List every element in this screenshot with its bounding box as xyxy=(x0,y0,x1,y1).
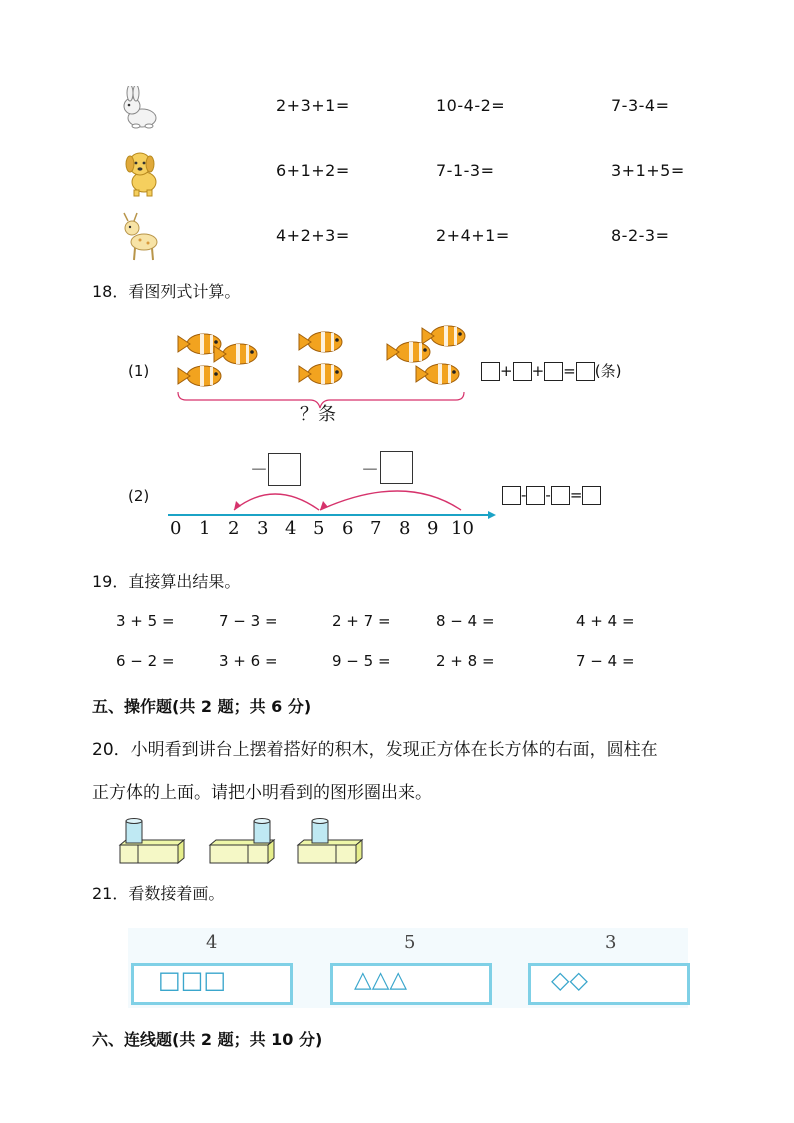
equation: 2+3+1= xyxy=(276,96,350,115)
part1-label: (1) xyxy=(128,362,150,380)
question-19-title: 19．直接算出结果。 xyxy=(92,572,241,591)
answer-box[interactable] xyxy=(481,362,500,381)
tick-label: 4 xyxy=(285,518,297,539)
calc-item: 3 + 5 = xyxy=(116,612,175,630)
calc-item: 9 − 5 = xyxy=(332,652,391,670)
equation: 4+2+3= xyxy=(276,226,350,245)
plus-sign: + xyxy=(500,362,513,380)
minus-sign: － xyxy=(361,460,379,481)
calc-item: 3 + 6 = xyxy=(219,652,278,670)
equation: 3+1+5= xyxy=(611,161,685,180)
tick-label: 8 xyxy=(399,518,411,539)
equation: 10-4-2= xyxy=(436,96,506,115)
count-label: 3 xyxy=(605,932,617,953)
part2-label: (2) xyxy=(128,487,150,505)
triangle-shapes: △△△ xyxy=(354,967,408,993)
section-5-heading: 五、操作题(共 2 题；共 6 分) xyxy=(92,697,312,716)
tick-label: 9 xyxy=(427,518,439,539)
deer-icon xyxy=(118,210,164,262)
tick-label: 0 xyxy=(170,518,182,539)
calc-item: 7 − 3 = xyxy=(219,612,278,630)
number-line-ticks xyxy=(170,518,490,542)
draw-panel xyxy=(128,928,688,1008)
question-20-line-1: 20．小明看到讲台上摆着搭好的积木，发现正方体在长方体的右面，圆柱在 xyxy=(92,740,658,760)
tick-label: 10 xyxy=(451,518,474,539)
brace-label: ？条 xyxy=(300,404,336,425)
equation: 6+1+2= xyxy=(276,161,350,180)
answer-box[interactable] xyxy=(582,486,601,505)
minus-sign: - xyxy=(545,486,551,504)
equals-sign: = xyxy=(569,486,583,504)
calc-item: 4 + 4 = xyxy=(576,612,635,630)
question-20-line-2: 正方体的上面。请把小明看到的图形圈出来。 xyxy=(92,783,432,803)
calc-item: 8 − 4 = xyxy=(436,612,495,630)
square-shapes: □□□ xyxy=(158,966,227,994)
formula-1 xyxy=(481,360,621,381)
answer-box[interactable] xyxy=(513,362,532,381)
blocks-option-2[interactable] xyxy=(208,815,276,865)
rabbit-icon xyxy=(118,86,160,130)
minus-sign: － xyxy=(250,460,268,481)
answer-box[interactable] xyxy=(544,362,563,381)
section-6-heading: 六、连线题(共 2 题；共 10 分) xyxy=(92,1030,323,1049)
tick-label: 1 xyxy=(199,518,211,539)
minus-sign: - xyxy=(521,486,527,504)
answer-box[interactable] xyxy=(551,486,570,505)
answer-box[interactable] xyxy=(526,486,545,505)
equation: 8-2-3= xyxy=(611,226,670,245)
question-18-title: 18．看图列式计算。 xyxy=(92,282,241,301)
equation: 2+4+1= xyxy=(436,226,510,245)
number-line xyxy=(164,486,498,520)
tick-label: 7 xyxy=(370,518,382,539)
dog-icon xyxy=(120,146,164,198)
tick-label: 3 xyxy=(257,518,269,539)
answer-box[interactable] xyxy=(502,486,521,505)
equation: 7-1-3= xyxy=(436,161,495,180)
calc-item: 2 + 7 = xyxy=(332,612,391,630)
plus-sign: + xyxy=(531,362,545,380)
equals-sign: = xyxy=(563,362,576,380)
minus-answer-box[interactable] xyxy=(268,453,301,486)
count-label: 5 xyxy=(404,932,416,953)
blocks-option-1[interactable] xyxy=(118,815,186,865)
answer-box[interactable] xyxy=(576,362,595,381)
equation: 7-3-4= xyxy=(611,96,670,115)
calc-item: 2 + 8 = xyxy=(436,652,495,670)
unit-label: (条) xyxy=(594,362,622,380)
count-label: 4 xyxy=(206,932,218,953)
minus-answer-box[interactable] xyxy=(380,451,413,484)
tick-label: 5 xyxy=(313,518,325,539)
calc-item: 6 − 2 = xyxy=(116,652,175,670)
blocks-option-3[interactable] xyxy=(296,815,364,865)
question-21-title: 21．看数接着画。 xyxy=(92,884,225,903)
calc-item: 7 − 4 = xyxy=(576,652,635,670)
tick-label: 6 xyxy=(342,518,354,539)
tick-label: 2 xyxy=(228,518,240,539)
diamond-shapes: ◇◇ xyxy=(551,966,588,994)
formula-2 xyxy=(502,486,601,505)
